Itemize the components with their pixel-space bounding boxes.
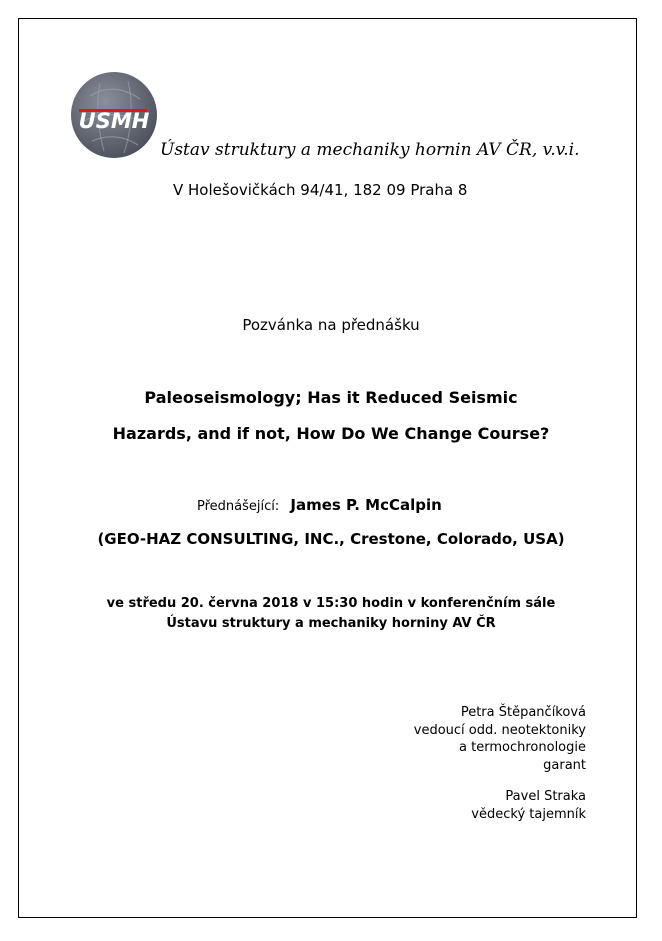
- speaker-affiliation: (GEO-HAZ CONSULTING, INC., Crestone, Colorado, USA): [97, 530, 565, 548]
- signature-line: a termochronologie: [459, 740, 586, 755]
- institution-name: Ústav struktury a mechaniky hornin AV ČR, v.v.i.: [160, 140, 580, 160]
- invitation-heading: Pozvánka na přednášku: [242, 316, 420, 334]
- usmh-logo: [70, 71, 158, 159]
- event-date-line-1: ve středu 20. června 2018 v 15:30 hodin v konferenčním sále: [106, 596, 556, 611]
- institution-address: V Holešovičkách 94/41, 182 09 Praha 8: [173, 181, 468, 199]
- speaker-label: Přednášející:: [197, 499, 280, 514]
- event-date-line-2: Ústavu struktury a mechaniky horniny AV ČR: [166, 616, 496, 631]
- signature-line: Petra Štěpančíková: [460, 705, 586, 720]
- speaker-line: [197, 495, 442, 514]
- signature-block-garant: [414, 704, 586, 774]
- signature-block-secretary: [471, 788, 586, 823]
- signature-line: garant: [543, 757, 586, 773]
- lecture-title-line-2: Hazards, and if not, How Do We Change Course?: [112, 424, 550, 443]
- lecture-title-line-1: Paleoseismology; Has it Reduced Seismic: [144, 388, 518, 407]
- signature-line: vedoucí odd. neotektoniky: [413, 722, 586, 738]
- logo-text: USMH: [78, 109, 150, 133]
- speaker-name: James P. McCalpin: [290, 496, 442, 514]
- signature-line: Pavel Straka: [505, 789, 586, 804]
- signature-line: vědecký tajemník: [471, 806, 586, 822]
